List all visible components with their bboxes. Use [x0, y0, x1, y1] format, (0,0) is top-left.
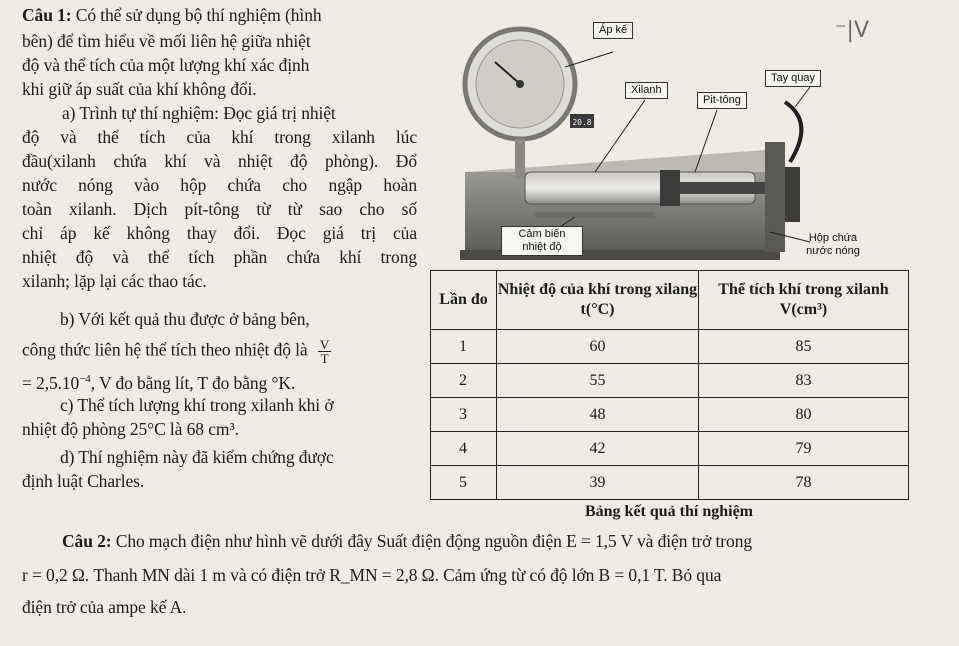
cau1-intro-3: độ và thể tích của một lượng khí xác định — [22, 55, 310, 75]
cau1-intro-4: khi giữ áp suất của khí không đổi. — [22, 79, 257, 99]
part-a-line-1: a) Trình tự thí nghiệm: Đọc giá trị nhiệt — [62, 103, 336, 123]
cau1-line-1 — [22, 4, 322, 26]
part-b-line-2 — [22, 338, 331, 365]
part-d-line-2: định luật Charles. — [22, 471, 145, 491]
cell-lan: 2 — [431, 364, 497, 398]
label-tay-quay: Tay quay — [765, 70, 821, 87]
cell-the-tich: 80 — [699, 398, 909, 432]
cau2-line-1 — [62, 530, 752, 552]
part-a-line-7: nhiệt độ và thể tích phần chứa khí trong — [22, 247, 417, 267]
formula-coefficient: = 2,5.10 — [22, 372, 80, 393]
table-row — [431, 330, 909, 364]
fraction-numerator: V — [319, 337, 330, 352]
results-table — [430, 270, 909, 500]
cau1-intro-2: bên) để tìm hiểu về mối liên hệ giữa nhiệt — [22, 31, 311, 51]
part-a-line-2: độ và thể tích của khí trong xilanh lúc — [22, 127, 417, 147]
part-a-line-4: nước nóng vào hộp chứa cho ngập hoàn — [22, 175, 417, 195]
cau2-heading: Câu 2: — [62, 531, 112, 551]
cell-nhiet-do: 55 — [497, 364, 699, 398]
table-header-row — [431, 271, 909, 330]
cau2-text-3: điện trở của ampe kế A. — [22, 597, 187, 617]
part-a-line-3: đầu(xilanh chứa khí và nhiệt độ phòng). Đổ — [22, 151, 417, 171]
cau1-intro-1: Có thể sử dụng bộ thí nghiệm (hình — [75, 5, 322, 25]
crank-handle — [785, 102, 801, 162]
table-row — [431, 432, 909, 466]
col-header-nhiet-do: Nhiệt độ của khí trong xilang t(°C) — [497, 271, 699, 330]
part-b-line-3 — [22, 368, 295, 394]
cell-the-tich: 83 — [699, 364, 909, 398]
col-header-the-tich: Thể tích khí trong xilanh V(cm³) — [699, 271, 909, 330]
label-ap-ke: Áp kế — [593, 22, 633, 39]
label-xilanh: Xilanh — [625, 82, 668, 99]
cell-nhiet-do: 60 — [497, 330, 699, 364]
cell-the-tich: 79 — [699, 432, 909, 466]
part-b-line-1: b) Với kết quả thu được ở bảng bên, — [60, 309, 310, 329]
formula-exponent: −4 — [79, 373, 91, 385]
part-a-line-6: chỉ áp kế không thay đổi. Đọc giá trị của — [22, 223, 417, 243]
cell-the-tich: 78 — [699, 466, 909, 500]
experiment-figure — [425, 22, 945, 270]
part-a-line-8: xilanh; lặp lại các thao tác. — [22, 271, 207, 291]
cell-lan: 4 — [431, 432, 497, 466]
cell-lan: 5 — [431, 466, 497, 500]
cell-nhiet-do: 39 — [497, 466, 699, 500]
part-d-line-1: d) Thí nghiệm này đã kiểm chứng được — [60, 447, 334, 467]
label-cam-bien: Cảm biến nhiệt độ — [501, 226, 583, 256]
label-hop-chua: Hộp chứa nước nóng — [806, 232, 860, 257]
part-b-formula-text: công thức liên hệ thể tích theo nhiệt độ là — [22, 339, 308, 360]
fraction-v-over-t — [318, 338, 331, 365]
table-row — [431, 364, 909, 398]
part-c-line-1: c) Thể tích lượng khí trong xilanh khi ở — [60, 395, 334, 415]
table-row — [431, 398, 909, 432]
temperature-display-text: 20.8 — [572, 118, 592, 127]
cau2-text-2: r = 0,2 Ω. Thanh MN dài 1 m và có điện trở R_MN = 2,8 Ω. Cảm ứng từ có độ lớn B = 0,1 T. Bỏ qua — [22, 565, 722, 585]
cell-nhiet-do: 42 — [497, 432, 699, 466]
label-pit-tong: Pit-tông — [697, 92, 747, 109]
table-caption: Bảng kết quả thí nghiệm — [584, 503, 754, 520]
formula-units: , V đo bằng lít, T đo bằng °K. — [90, 372, 296, 393]
cell-nhiet-do: 48 — [497, 398, 699, 432]
cell-lan: 3 — [431, 398, 497, 432]
cell-the-tich: 85 — [699, 330, 909, 364]
cau2-text-1: Cho mạch điện như hình vẽ dưới đây Suất điện động nguồn điện E = 1,5 V và điện trở trong — [115, 531, 752, 551]
handwritten-mark: ⁻|V — [834, 18, 869, 43]
table-row — [431, 466, 909, 500]
cau1-heading: Câu 1: — [22, 5, 72, 25]
col-header-lan-do: Lần đo — [431, 271, 497, 330]
piston-head — [660, 170, 680, 206]
fraction-denominator: T — [320, 351, 329, 366]
part-c-line-2: nhiệt độ phòng 25°C là 68 cm³. — [22, 419, 239, 439]
cell-lan: 1 — [431, 330, 497, 364]
part-a-line-5: toàn xilanh. Dịch pít-tông từ từ sao cho số — [22, 199, 417, 219]
temperature-sensor — [535, 212, 655, 218]
gauge-stem — [515, 139, 525, 179]
